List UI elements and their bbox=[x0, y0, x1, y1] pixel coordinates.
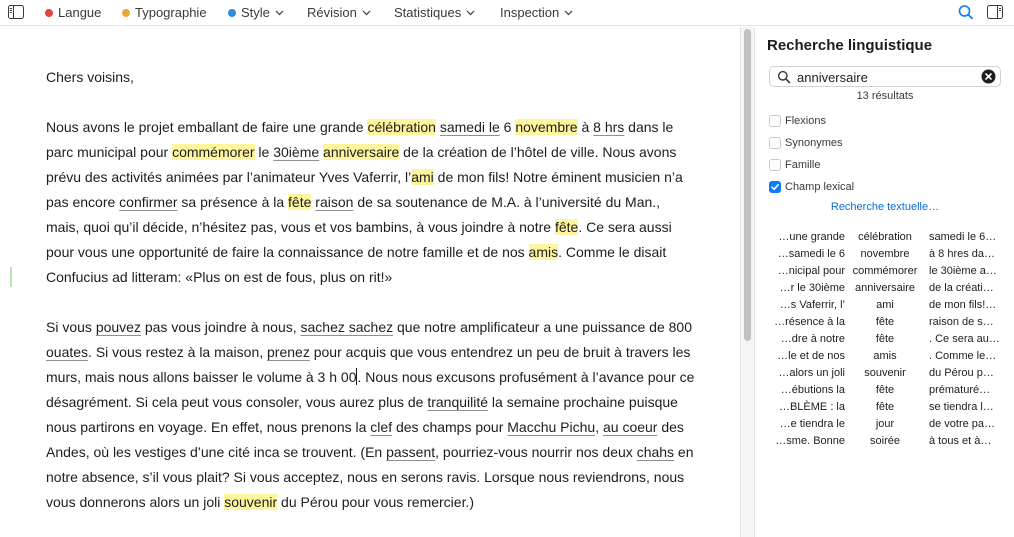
flagged-word[interactable]: confirmer bbox=[119, 194, 178, 210]
flagged-word[interactable]: sachez sachez bbox=[300, 319, 394, 335]
option-label: Famille bbox=[785, 159, 821, 171]
context-left: …BLÈME : la bbox=[778, 401, 845, 413]
paragraph-1 bbox=[46, 115, 696, 290]
flagged-word[interactable]: au coeur bbox=[602, 419, 658, 435]
option-label: Flexions bbox=[785, 115, 826, 127]
highlighted-word[interactable]: fête bbox=[288, 194, 312, 210]
context-right: à tous et à… bbox=[929, 435, 992, 447]
search-icon[interactable] bbox=[957, 4, 975, 20]
greeting-paragraph: Chers voisins, bbox=[46, 69, 134, 85]
document-text[interactable] bbox=[46, 65, 696, 515]
text-run: , bbox=[595, 419, 603, 435]
toolbar-menu-label: Langue bbox=[58, 5, 102, 20]
highlighted-word[interactable]: anniversaire bbox=[323, 144, 400, 160]
highlighted-word[interactable]: célébration bbox=[367, 119, 436, 135]
concordance-row[interactable] bbox=[756, 229, 1014, 246]
match-word: commémorer bbox=[852, 265, 918, 277]
match-word: célébration bbox=[858, 231, 912, 243]
concordance-row[interactable] bbox=[756, 382, 1014, 399]
toolbar-menu-1[interactable] bbox=[122, 4, 207, 22]
status-dot-icon bbox=[122, 9, 130, 17]
search-input[interactable] bbox=[797, 68, 977, 86]
match-word: fête bbox=[875, 401, 895, 413]
concordance-row[interactable] bbox=[756, 365, 1014, 382]
chevron-down-icon bbox=[275, 10, 284, 16]
text-search-link[interactable]: Recherche textuelle… bbox=[830, 201, 940, 213]
match-word: souvenir bbox=[864, 367, 906, 379]
context-left: …alors un joli bbox=[778, 367, 845, 379]
text-run: dans le parc municipal pour bbox=[46, 119, 674, 160]
concordance-row[interactable] bbox=[756, 263, 1014, 280]
chevron-down-icon bbox=[362, 10, 371, 16]
text-run: 6 bbox=[499, 119, 516, 135]
checkbox[interactable] bbox=[769, 137, 781, 149]
text-run: pas vous joindre à nous, bbox=[140, 319, 301, 335]
context-right: samedi le 6… bbox=[929, 231, 997, 243]
toolbar-menu-3[interactable] bbox=[307, 4, 371, 22]
flagged-word[interactable]: 8 hrs bbox=[593, 119, 625, 135]
context-left: …s Vaferrir, l’ bbox=[779, 299, 845, 311]
context-right: . Comme le… bbox=[929, 350, 997, 362]
toolbar bbox=[0, 0, 1014, 26]
context-right: prématuré… bbox=[929, 384, 991, 396]
scrollbar-thumb[interactable] bbox=[744, 29, 751, 341]
match-word: fête bbox=[875, 316, 895, 328]
text-run: de mon fils! Notre éminent musicien n’a pas encore bbox=[46, 169, 683, 210]
text-run: sa présence à la bbox=[177, 194, 289, 210]
toolbar-menu-label: Typographie bbox=[135, 5, 207, 20]
concordance-row[interactable] bbox=[756, 416, 1014, 433]
text-run: le bbox=[254, 144, 274, 160]
concordance-row[interactable] bbox=[756, 246, 1014, 263]
document-area[interactable] bbox=[0, 27, 740, 537]
match-word: fête bbox=[875, 384, 895, 396]
flagged-word[interactable]: prenez bbox=[267, 344, 310, 360]
concordance-row[interactable] bbox=[756, 331, 1014, 348]
flagged-word[interactable]: chahs bbox=[636, 444, 675, 460]
context-right: raison de s… bbox=[929, 316, 994, 328]
text-run: . Comme le disait Confucius ad litteram: «Plus on est de fous, plus on rit!» bbox=[46, 244, 667, 285]
match-word: soirée bbox=[870, 435, 900, 447]
context-left: …samedi le 6 bbox=[777, 248, 845, 260]
context-right: de la créati… bbox=[929, 282, 994, 294]
concordance-row[interactable] bbox=[756, 433, 1014, 450]
match-word: amis bbox=[873, 350, 897, 362]
toolbar-menu-5[interactable] bbox=[500, 4, 573, 22]
checkbox[interactable] bbox=[769, 181, 781, 193]
context-left: …r le 30ième bbox=[779, 282, 845, 294]
context-right: à 8 hres da… bbox=[929, 248, 996, 260]
flagged-word[interactable]: samedi le bbox=[439, 119, 500, 135]
context-right: de mon fils!… bbox=[929, 299, 997, 311]
highlighted-word[interactable]: ami bbox=[411, 169, 434, 185]
highlighted-word[interactable]: commémorer bbox=[172, 144, 255, 160]
match-word: anniversaire bbox=[855, 282, 915, 294]
highlighted-word[interactable]: souvenir bbox=[224, 494, 278, 510]
text-run: en notre absence, s’il vous plait? Si vous acceptez, nous en serons ravis. Lorsque nous reviendrons, nous vous donnerons alors un joli bbox=[46, 444, 694, 510]
text-run: . Si vous restez à la maison, bbox=[88, 344, 268, 360]
checkbox[interactable] bbox=[769, 159, 781, 171]
context-right: le 30ième a… bbox=[929, 265, 997, 277]
context-left: …ébutions la bbox=[780, 384, 845, 396]
text-run: . Nous nous excusons profusément à l’avance pour ce désagrément. Si cela peut vous consoler, vous aurez plus de bbox=[46, 369, 695, 410]
text-run: à bbox=[577, 119, 594, 135]
panel-toggle-icon[interactable] bbox=[986, 4, 1004, 20]
chevron-down-icon bbox=[466, 10, 475, 16]
toolbar-menu-0[interactable] bbox=[45, 4, 101, 22]
result-count: 13 résultats bbox=[856, 90, 914, 102]
toolbar-menu-2[interactable] bbox=[228, 4, 284, 22]
match-word: ami bbox=[876, 299, 894, 311]
text-run: des Andes, où les vestiges d’une cité inca se trouvent. (En bbox=[46, 419, 684, 460]
paragraph-2 bbox=[46, 315, 696, 515]
match-word: fête bbox=[875, 333, 895, 345]
chevron-down-icon bbox=[564, 10, 573, 16]
text-run: de la création de l’hôtel de ville. Nous avons prévu des activités animées par l’animateur Yves Vaferrir, l’ bbox=[46, 144, 677, 185]
match-word: novembre bbox=[860, 248, 910, 260]
context-left: …nicipal pour bbox=[777, 265, 845, 277]
flagged-word[interactable]: passent bbox=[386, 444, 436, 460]
text-run: la semaine prochaine puisque nous partirons en voyage. En effet, nous prenons la bbox=[46, 394, 678, 435]
text-run: de sa soutenance de M.A. à l’université du Man., mais, quoi qu’il décide, n’hésitez pas, vous et vos bambins, à vous joindre à notre bbox=[46, 194, 661, 235]
context-left: …le et de nos bbox=[777, 350, 845, 362]
option-label: Synonymes bbox=[785, 137, 843, 149]
highlighted-word[interactable]: fête bbox=[554, 219, 579, 235]
search-field[interactable] bbox=[769, 66, 1001, 87]
flagged-word[interactable]: Macchu Pichu bbox=[507, 419, 596, 435]
flagged-word[interactable]: tranquilité bbox=[427, 394, 489, 410]
option-label: Champ lexical bbox=[785, 181, 855, 193]
change-marker bbox=[10, 267, 12, 287]
linguistic-search-panel bbox=[756, 27, 1014, 537]
context-right: de votre pa… bbox=[929, 418, 996, 430]
concordance-row[interactable] bbox=[756, 297, 1014, 314]
context-left: …une grande bbox=[778, 231, 845, 243]
context-right: du Pérou p… bbox=[929, 367, 994, 379]
match-word: jour bbox=[875, 418, 895, 430]
context-left: …sme. Bonne bbox=[775, 435, 845, 447]
magnifier-icon bbox=[777, 70, 791, 84]
toolbar-menu-label: Statistiques bbox=[394, 5, 462, 20]
checkbox[interactable] bbox=[769, 115, 781, 127]
context-right: . Ce sera au… bbox=[929, 333, 1000, 345]
highlighted-word[interactable]: amis bbox=[528, 244, 559, 260]
text-run: pour acquis que vous entendrez un peu de bruit à travers les murs, mais nous allons baisser le volume à 3 h 00 bbox=[46, 344, 691, 385]
context-right: se tiendra l… bbox=[929, 401, 994, 413]
context-left: …e tiendra le bbox=[779, 418, 845, 430]
flagged-word[interactable]: pouvez bbox=[95, 319, 141, 335]
flagged-word[interactable]: raison bbox=[315, 194, 354, 210]
status-dot-icon bbox=[228, 9, 236, 17]
text-run: du Pérou pour vous remercier.) bbox=[277, 494, 475, 510]
text-run: Si vous bbox=[46, 319, 96, 335]
toolbar-menu-4[interactable] bbox=[394, 4, 475, 22]
clear-search-icon[interactable] bbox=[981, 69, 996, 84]
checkmark-icon bbox=[770, 182, 780, 192]
text-run: Nous avons le projet emballant de faire une grande bbox=[46, 119, 368, 135]
concordance-row[interactable] bbox=[756, 280, 1014, 297]
panel-title: Recherche linguistique bbox=[767, 37, 933, 54]
sidebar-toggle-icon[interactable] bbox=[8, 5, 24, 19]
concordance-row[interactable] bbox=[756, 348, 1014, 365]
flagged-word[interactable]: 30ième bbox=[273, 144, 320, 160]
toolbar-menu-label: Révision bbox=[307, 5, 357, 20]
concordance-row[interactable] bbox=[756, 314, 1014, 331]
document-scrollbar[interactable] bbox=[740, 27, 755, 537]
flagged-word[interactable]: clef bbox=[370, 419, 393, 435]
context-left: …résence à la bbox=[774, 316, 845, 328]
context-left: …dre à notre bbox=[780, 333, 845, 345]
toolbar-menu-label: Style bbox=[241, 5, 270, 20]
text-run: des champs pour bbox=[392, 419, 508, 435]
text-run: que notre amplificateur a une puissance de 800 bbox=[393, 319, 692, 335]
status-dot-icon bbox=[45, 9, 53, 17]
concordance-row[interactable] bbox=[756, 399, 1014, 416]
toolbar-menu-label: Inspection bbox=[500, 5, 560, 20]
text-run: . Ce sera aussi pour vous une opportunité de faire la connaissance de notre famille et de nos bbox=[46, 219, 672, 260]
text-run: , pourriez-vous nourrir nos deux bbox=[435, 444, 637, 460]
highlighted-word[interactable]: novembre bbox=[515, 119, 578, 135]
flagged-word[interactable]: ouates bbox=[46, 344, 89, 360]
